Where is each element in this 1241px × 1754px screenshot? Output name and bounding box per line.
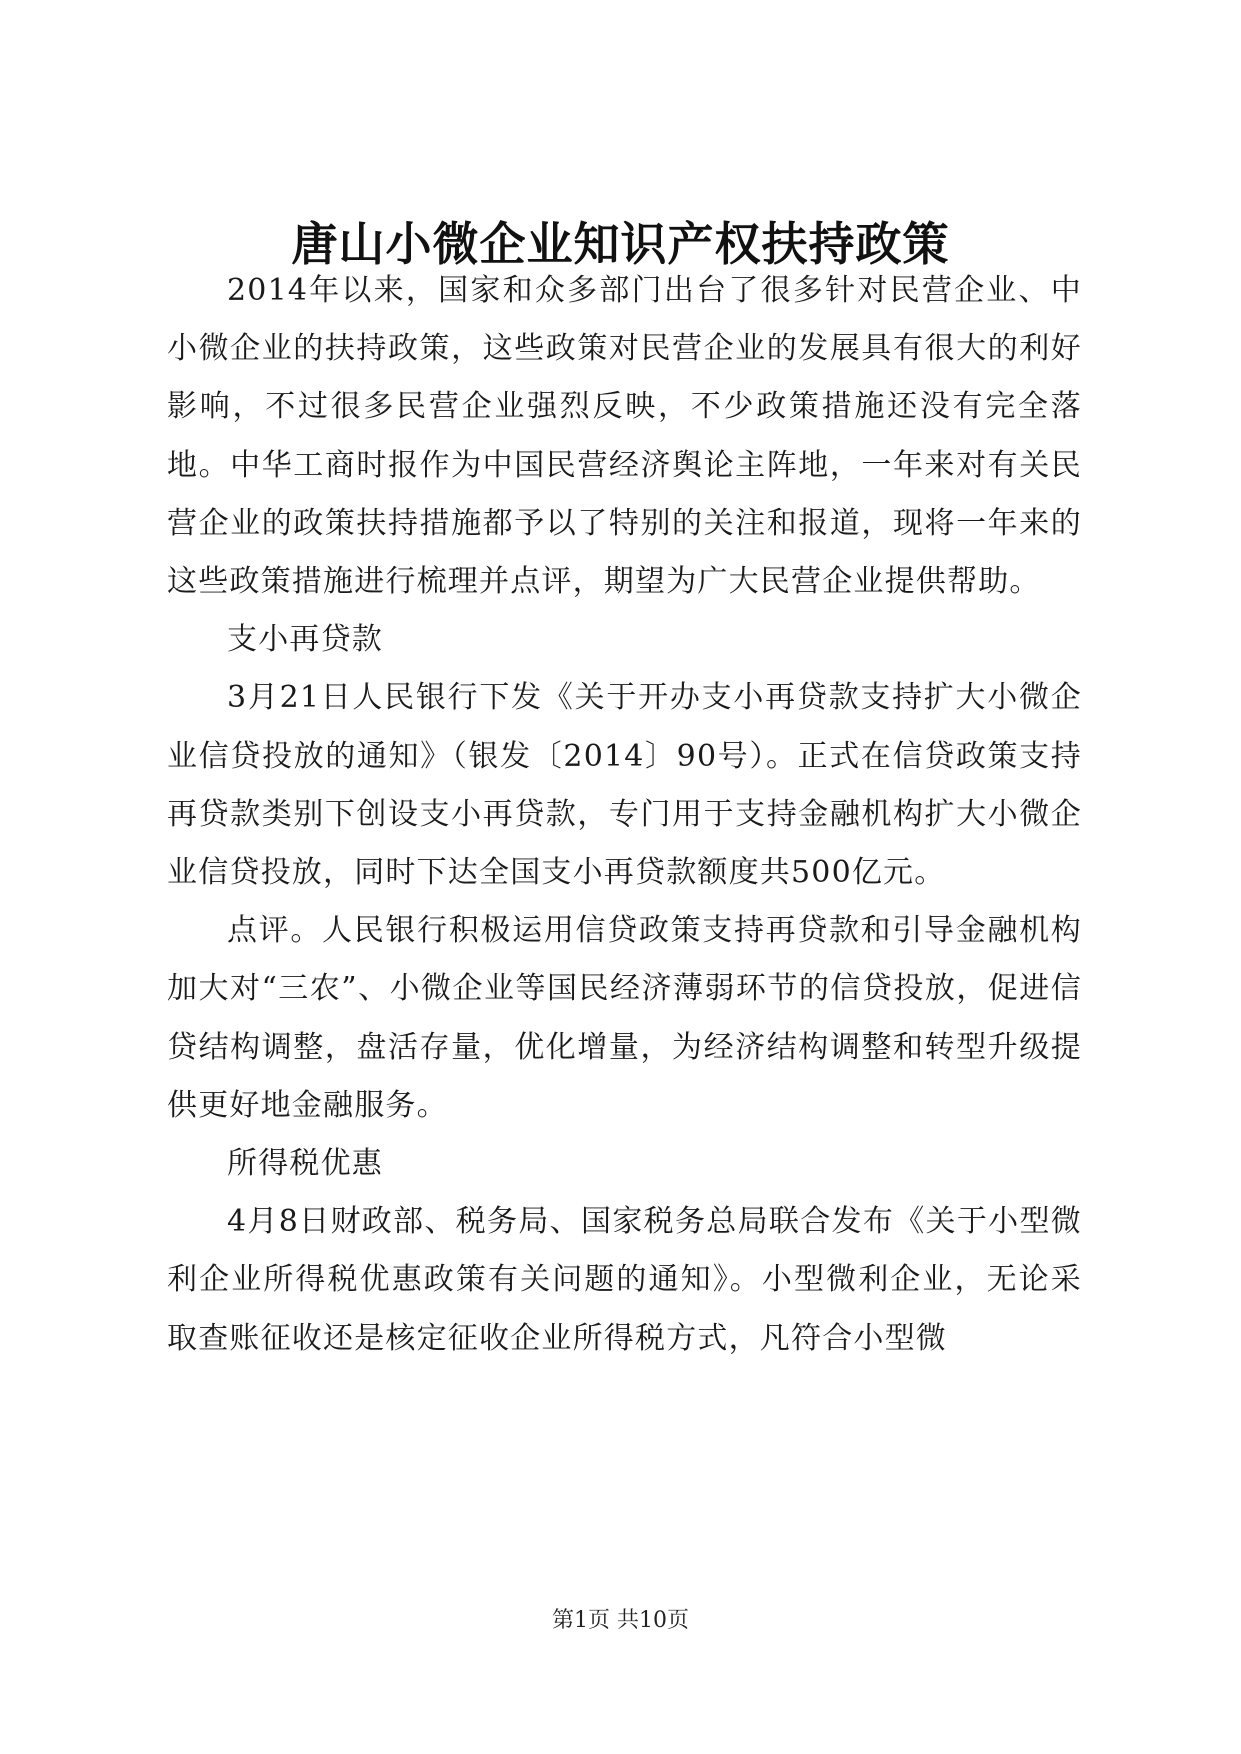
document-title: 唐山小微企业知识产权扶持政策 bbox=[291, 217, 950, 271]
paragraph-income-tax: 4月8日财政部、税务局、国家税务总局联合发布《关于小型微利企业所得税优惠政策有关问题的通知》。小型微利企业，无论采取查账征收还是核定征收企业所得税方式，凡符合小型微 bbox=[167, 1204, 1082, 1356]
document-body bbox=[167, 262, 1082, 1368]
paragraph-commentary: 点评。人民银行积极运用信贷政策支持再贷款和引导金融机构加大对“三农”、小微企业等国民经济薄弱环节的信贷投放，促进信贷结构调整，盘活存量，优化增量，为经济结构调整和转型升级提供更好地金融服务。 bbox=[167, 913, 1082, 1123]
paragraph-intro: 2014年以来，国家和众多部门出台了很多针对民营企业、中小微企业的扶持政策，这些政策对民营企业的发展具有很大的利好影响，不过很多民营企业强烈反映，不少政策措施还没有完全落地。中华工商时报作为中国民营经济舆论主阵地，一年来对有关民营企业的政策扶持措施都予以了特别的关注和报道，现将一年来的这些政策措施进行梳理并点评，期望为广大民营企业提供帮助。 bbox=[167, 273, 1082, 600]
section-heading-support-loan: 支小再贷款 bbox=[227, 622, 383, 658]
section-heading-income-tax: 所得税优惠 bbox=[227, 1146, 383, 1182]
page-number-footer: 第1页 共10页 bbox=[552, 1608, 689, 1633]
paragraph-support-loan: 3月21日人民银行下发《关于开办支小再贷款支持扩大小微企业信贷投放的通知》（银发〔2014〕90号）。正式在信贷政策支持再贷款类别下创设支小再贷款，专门用于支持金融机构扩大小微企业信贷投放，同时下达全国支小再贷款额度共500亿元。 bbox=[167, 680, 1082, 891]
